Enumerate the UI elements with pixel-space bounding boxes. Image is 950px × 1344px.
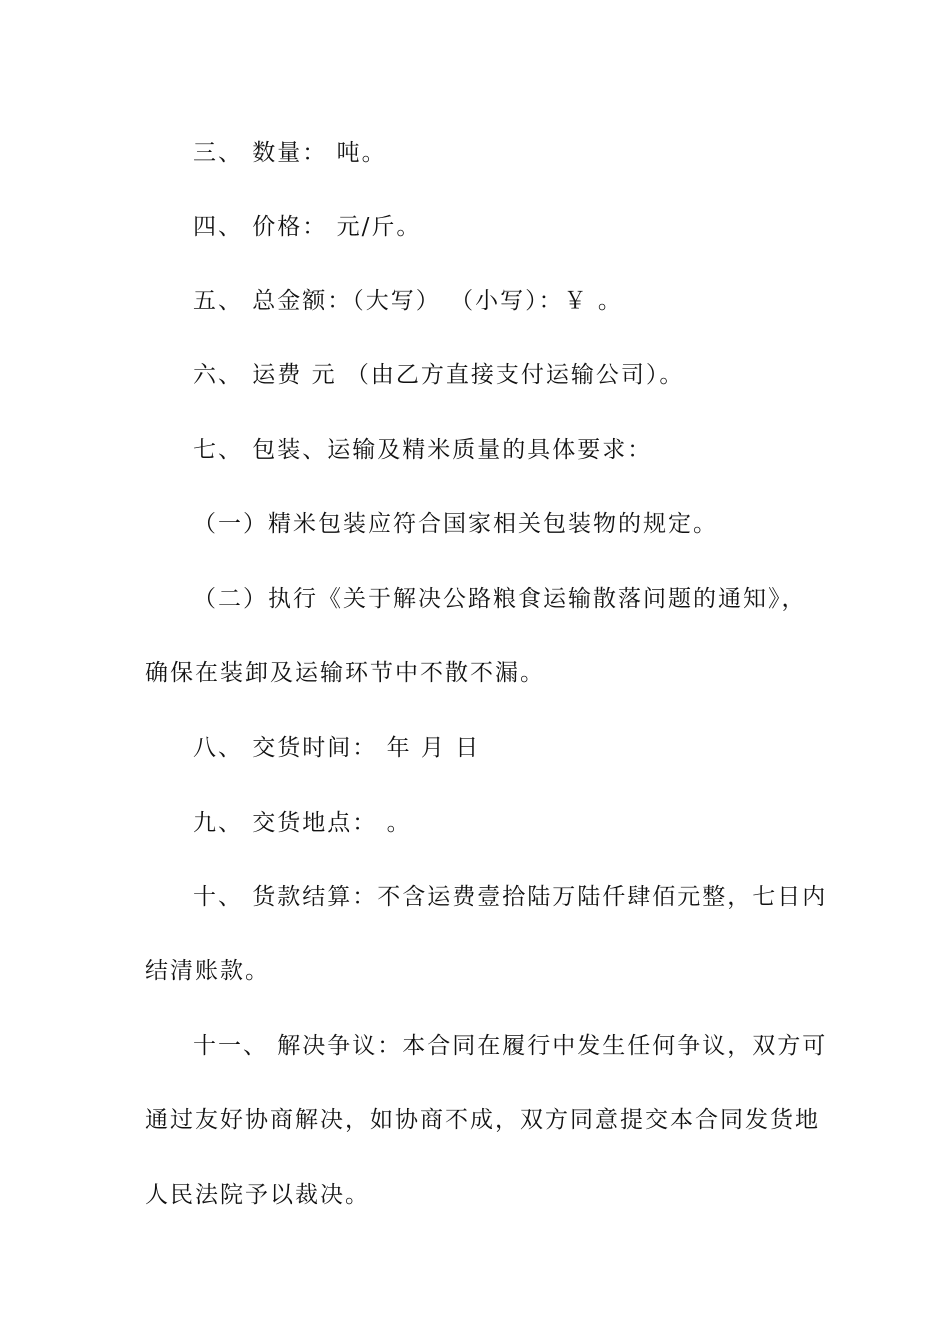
clause-7-item-2: （二）执行《关于解决公路粮食运输散落问题的通知》， (193, 586, 807, 612)
clause-11-dispute: 十一、 解决争议：本合同在履行中发生任何争议，双方可 (193, 1033, 828, 1059)
clause-4-price: 四、 价格： 元/斤。 (193, 214, 422, 240)
clause-3-quantity: 三、 数量： 吨。 (193, 140, 387, 166)
clause-11-dispute-continued-1: 通过友好协商解决，如协商不成，双方同意提交本合同发货地 (145, 1107, 820, 1133)
clause-7-item-2-continued: 确保在装卸及运输环节中不散不漏。 (145, 660, 545, 686)
clause-6-freight: 六、 运费 元 （由乙方直接支付运输公司）。 (193, 362, 685, 388)
clause-8-delivery-time: 八、 交货时间： 年 月 日 (193, 735, 481, 761)
clause-7-requirements: 七、 包装、运输及精米质量的具体要求： (193, 437, 653, 463)
clause-11-dispute-continued-2: 人民法院予以裁决。 (145, 1182, 370, 1208)
clause-10-settlement: 十、 货款结算：不含运费壹拾陆万陆仟肆佰元整，七日内 (193, 884, 828, 910)
clause-5-total-amount: 五、 总金额：（大写） （小写）：￥ 。 (193, 288, 623, 314)
clause-10-settlement-continued: 结清账款。 (145, 958, 270, 984)
clause-9-delivery-place: 九、 交货地点： 。 (193, 810, 412, 836)
clause-7-item-1: （一）精米包装应符合国家相关包装物的规定。 (193, 511, 718, 537)
